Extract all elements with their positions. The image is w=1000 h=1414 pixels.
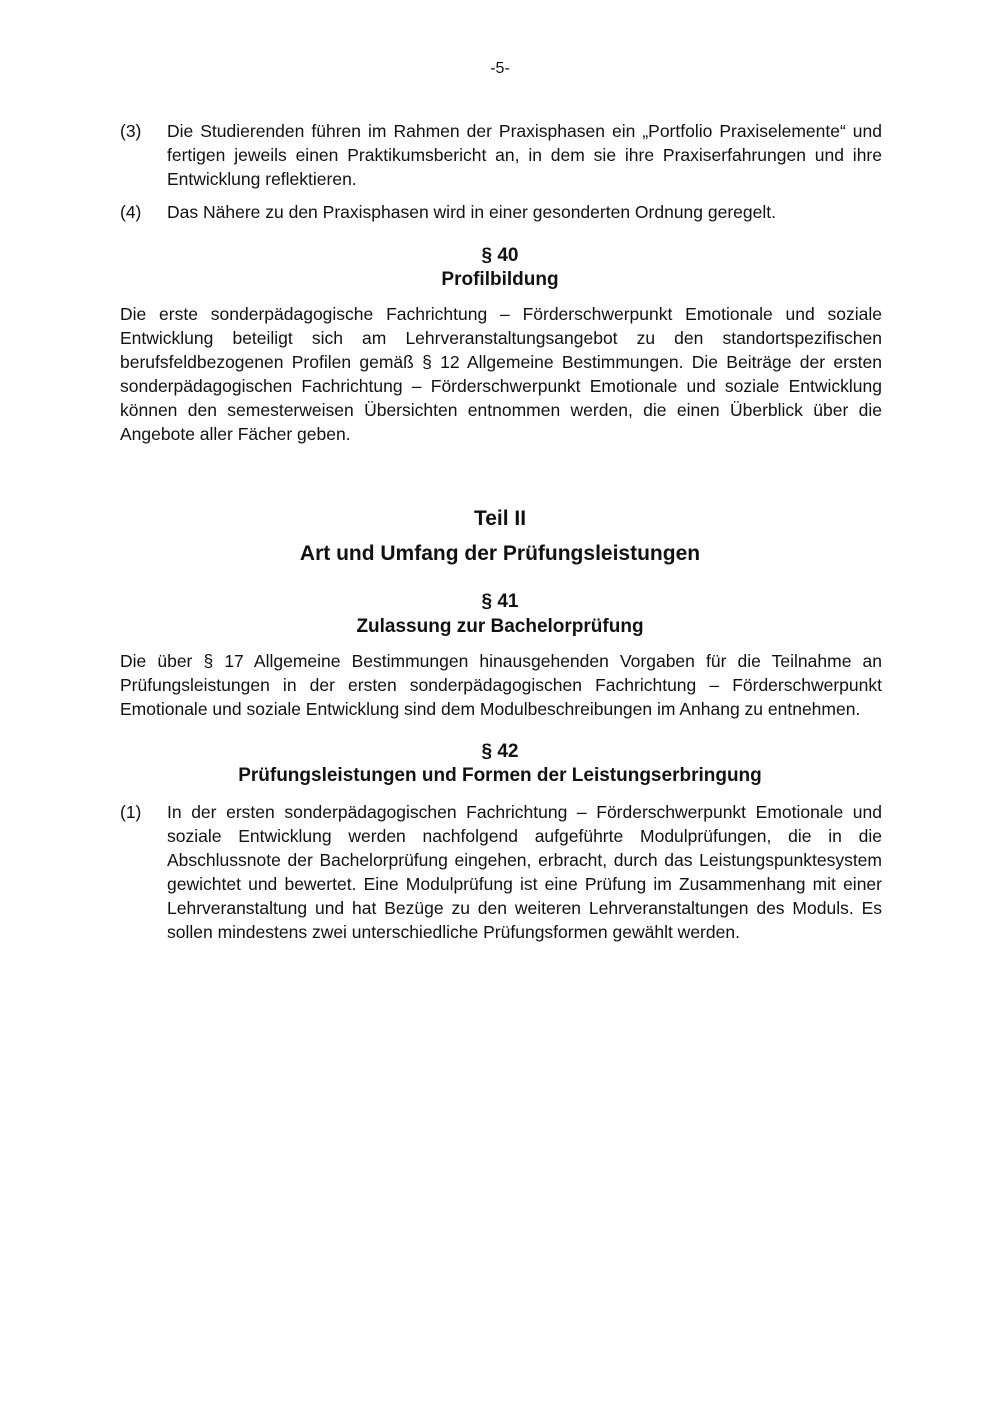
- list-item-4: [120, 200, 882, 224]
- section-40-title: Profilbildung: [441, 269, 559, 290]
- part-2-title: Art und Umfang der Prüfungsleistungen: [299, 542, 701, 565]
- list-item-text: In der ersten sonderpädagogischen Fachrichtung – Förderschwerpunkt Emotionale und soziale Entwicklung werden nachfolgend aufgeführte Modulprüfungen, die in die Abschlussnote der Bachelorprüfung eingehen, erbracht, durch das Leistungspunktesystem gewichtet und bewertet. Eine Modulprüfung ist eine Prüfung im Zusammenhang mit einer Lehrveranstaltung und hat Bezüge zu den weiteren Lehrveranstaltungen des Moduls. Es sollen mindestens zwei unterschiedliche Prüfungsformen gewählt werden.: [167, 802, 882, 942]
- section-42-title: Prüfungsleistungen und Formen der Leistungserbringung: [238, 765, 762, 786]
- list-item-number: (1): [120, 802, 142, 822]
- list-item-number: (3): [120, 121, 142, 141]
- list-item-number: (4): [120, 202, 142, 222]
- section-40-paragraph: Die erste sonderpädagogische Fachrichtung – Förderschwerpunkt Emotionale und soziale Entwicklung beteiligt sich am Lehrveranstaltungsangebot zu den standortspezifischen berufsfeldbezogenen Profilen gemäß § 12 Allgemeine Bestimmungen. Die Beiträge der ersten sonderpädagogischen Fachrichtung – Förderschwerpunkt Emotionale und soziale Entwicklung können den semesterweisen Übersichten entnommen werden, die einen Überblick über die Angebote aller Fächer geben.: [120, 304, 882, 444]
- page-number: -5-: [490, 60, 510, 77]
- list-item-text: Das Nähere zu den Praxisphasen wird in einer gesonderten Ordnung geregelt.: [167, 202, 776, 222]
- section-41-paragraph: Die über § 17 Allgemeine Bestimmungen hinausgehenden Vorgaben für die Teilnahme an Prüfungsleistungen in der ersten sonderpädagogischen Fachrichtung – Förderschwerpunkt Emotionale und soziale Entwicklung sind dem Modulbeschreibungen im Anhang zu entnehmen.: [120, 651, 882, 719]
- part-2-label: Teil II: [473, 507, 527, 530]
- list-item-text: Die Studierenden führen im Rahmen der Praxisphasen ein „Portfolio Praxiselemente“ und fertigen jeweils einen Praktikumsbericht an, in dem sie ihre Praxiserfahrungen und ihre Entwicklung reflektieren.: [167, 121, 882, 189]
- section-41-number: § 41: [481, 591, 519, 612]
- section-40-number: § 40: [481, 245, 519, 266]
- list-item-3: [120, 119, 882, 191]
- section-42-list-item-1: [120, 800, 882, 944]
- section-41-title: Zulassung zur Bachelorprüfung: [356, 616, 644, 637]
- section-42-number: § 42: [481, 741, 519, 762]
